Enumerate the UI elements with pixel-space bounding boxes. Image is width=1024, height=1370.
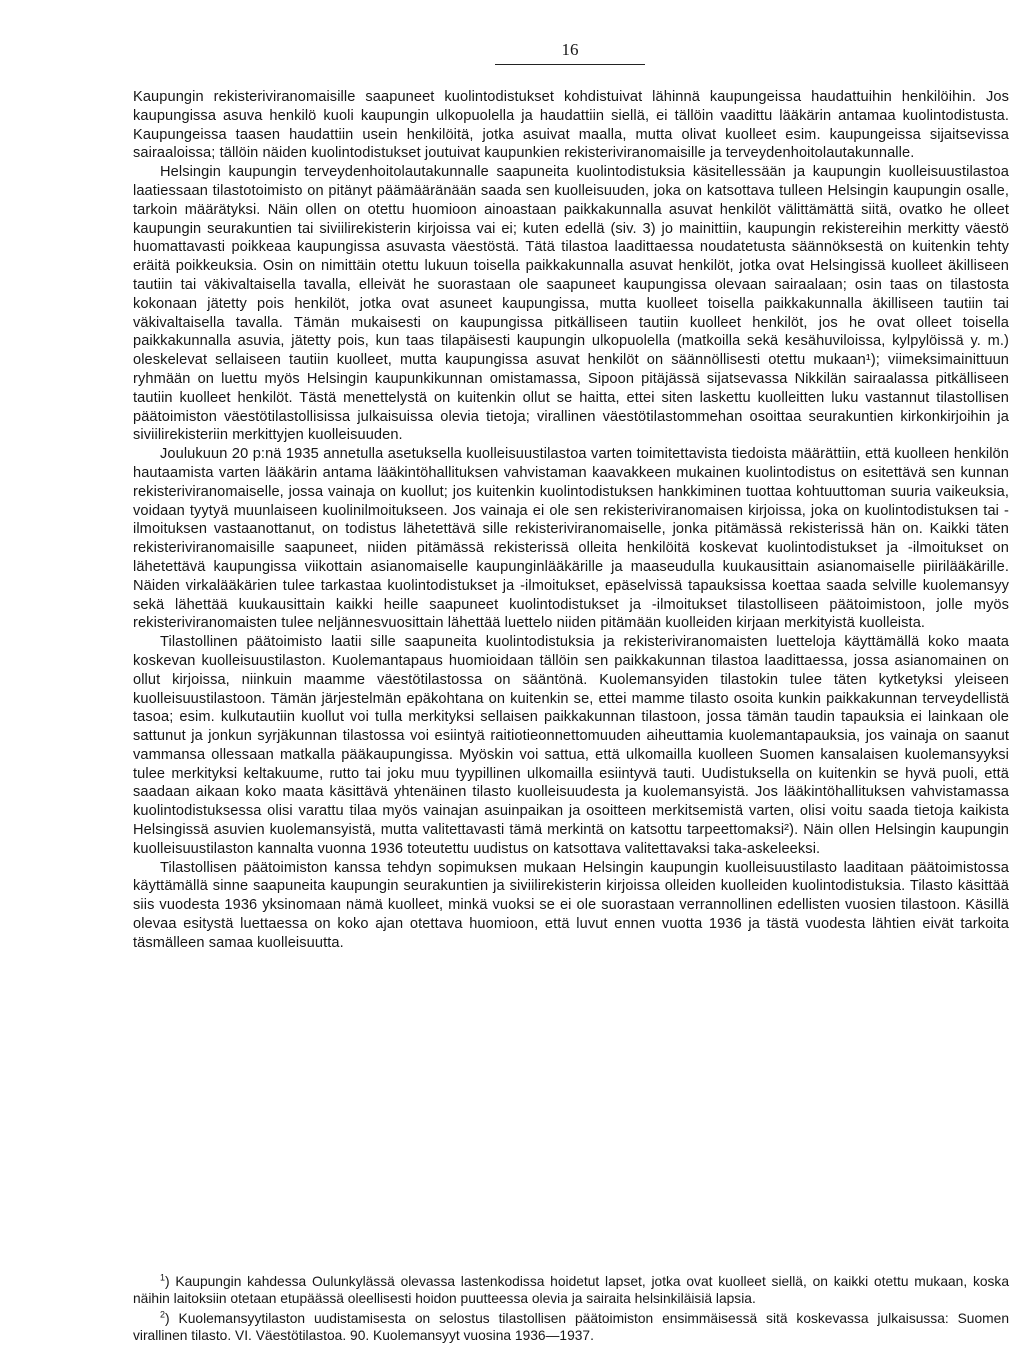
footnote-marker: 1 [160,1272,165,1283]
footnote-2 [133,1311,1009,1344]
footnote-marker-paren: ) [165,1274,170,1289]
footnotes [133,1274,1009,1344]
footnote-1 [133,1274,1009,1307]
footnote-text: Kuolemansyytilaston uudistamisesta on selostus tilastollisen päätoimiston ensimmäisessä sitä koskevassa julkaisussa: Suomen virallinen tilasto. VI. Väestötilastoa. 90. Kuolemansyyt vuosina 1936—1937. [133,1311,1009,1343]
paragraph-3: Joulukuun 20 p:nä 1935 annetulla asetuksella kuolleisuustilastoa varten toimitettavista tiedoista määrättiin, että kuolleen henkilön hautaamista varten lääkärin antama lääkintöhallituksen vahvistaman kaavakkeen mukainen kuolintodistus on esitettävä sen kunnan rekisteriviranomaiselle, jossa vainaja on kuollut; jos kuitenkin kuolintodistuksen hankkiminen tuottaa kohtuuttoman suuria vaikeuksia, voidaan tyytyä muunlaiseen kuolinilmoitukseen. Jos vainaja ei ole sen rekisteriviranomaisen kirjoissa, joka on kuolintodistuksen tai -ilmoituksen vastaanottanut, on todistus lähetettävä sille rekisteriviranomaiselle, jonka pitämässä rekisterissä hän on. Kaikki täten rekisteriviranomaisille saapuneet, niiden pitämässä rekisterissä olleita henkilöitä koskevat kuolintodistukset ja -ilmoitukset on lähetettävä kaupungissa viikottain asianomaiselle kaupunginlääkärille ja maaseudulla kuukausittain asianomaiselle piirilääkärille. Näiden virkalääkärien tulee tarkastaa kuolintodistukset ja -ilmoitukset, epäselvissä tapauksissa koettaa saada selville kuolemansyy sekä lähettää kuukausittain kaikki heille saapuneet kuolintodistukset ja -ilmoitukset tilastolliseen päätoimistoon, jolle myös rekisteriviranomaisten tulee neljännesvuosittain lähettää luettelo niiden pitämään kuolleiden kirjaan merkityistä kuolleista. [133,446,1009,632]
footnote-text: Kaupungin kahdessa Oulunkylässä olevassa lastenkodissa hoidetut lapset, jotka ovat kuolleet siellä, on kaikki otettu mukaan, koska näihin laitoksiin otetaan etupäässä oleellisesti hoidon puutteessa olevia ja sairaita helsinkiläisiä lapsia. [133,1274,1009,1306]
paragraph-5: Tilastollisen päätoimiston kanssa tehdyn sopimuksen mukaan Helsingin kaupungin kuolleisuustilasto laaditaan päätoimistossa käyttämällä sinne saapuneita kaupungin seurakuntien ja siviilirekisterin kirjoissa olleiden kuolleiden kuolintodistuksia. Tilasto käsittää siis vuodesta 1936 yksinomaan nämä kuolleet, minkä vuoksi se ei ole suorastaan verrannollinen edellisten vuosien tilastoon. Käsillä olevaa esitystä luettaessa on koko ajan otettava huomioon, että luvut ennen vuotta 1936 ja tästä vuodesta lähtien eivät tarkoita täsmälleen samaa kuolleisuutta. [133,859,1009,951]
paragraph-1: Kaupungin rekisteriviranomaisille saapuneet kuolintodistukset kohdistuivat lähinnä kaupungeissa haudattuihin henkilöihin. Jos kaupungissa asuva henkilö kuoli kaupungin ulkopuolella ja haudattiin siellä, ei tällöin vaadittu lääkärin antamaa kuolintodistusta. Kaupungeissa taasen haudattiin usein henkilöitä, jotka asuivat maalla, mutta olivat kuolleet esim. kaupungeissa sijaitsevissa sairaaloissa; tällöin näiden kuolintodistukset joutuivat kaupunkien rekisteriviranomaisille ja terveydenhoitolautakunnalle. [133,89,1009,162]
footnote-marker: 2 [160,1309,165,1320]
page-number-rule [495,64,645,65]
page-number: 16 [561,40,579,59]
paragraph-4: Tilastollinen päätoimisto laatii sille saapuneita kuolintodistuksia ja rekisteriviranomaisten luetteloja käyttämällä koko maata koskevan kuolleisuustilaston. Kuolemantapaus huomioidaan tällöin sen paikkakunnan tilastoa laadittaessa, jossa asianomainen on ollut kirjoissa, niinkuin maamme väestötilastossa on sääntönä. Kuolemansyiden tilastokin tulee täten kytketyksi yleiseen kuolleisuustilastoon. Tämän järjestelmän epäkohtana on kuitenkin se, ettei mamme tilasto osoita kunkin paikkakunnan terveydellistä tasoa; esim. kulkutautiin kuollut voi tulla merkityksi sellaisen paikkakunnan tilastoon, jossa tämän taudin tapauksia ei lainkaan ole sattunut ja jonkun syrjäkunnan tilastossa voi esiintyä raitiotieonnettomuuden aiheuttamia kuolemantapauksia, jos vainaja on saanut vammansa ollessaan matkalla pääkaupungissa. Myöskin voi sattua, että ulkomailla kuolleen Suomen kansalaisen kuolemansyyksi tulee merkityksi keltakuume, rutto tai joku muu tyypillinen ulkomailla esiintyvä tauti. Uudistuksella on kuitenkin se hyvä puoli, että saadaan aikaan koko maata käsittävä yhtenäinen tilasto kuolleisuudesta ja kuolemansyistä. Jos lääkintöhallituksen vahvistamassa kuolintodistuksessa olisi varattu tilaa myös vainajan asuinpaikan ja osoitteen merkitsemistä varten, olisi voitu saada tietoja kaikista Helsingissä asuvien kuolemansyistä, mutta valitettavasti tämä merkintä on katsottu tarpeettomaksi²). Näin ollen Helsingin kaupungin kuolleisuustilaston kannalta vuonna 1936 toteutettu uudistus on katsottava valitettavaksi taka-askeleeksi. [133,634,1009,857]
body-text [133,88,1009,953]
paragraph-2: Helsingin kaupungin terveydenhoitolautakunnalle saapuneita kuolintodistuksia käsitellessään ja kaupungin kuolleisuustilastoa laatiessaan tilastotoimisto on pitänyt päämääränään saada sen kuolleisuuden, joka on katsottava tulleen Helsingin kaupungin osalle, tarkoin määrätyksi. Näin ollen on otettu huomioon ainoastaan paikkakunnalla asuvat henkilöt välittämättä siitä, ovatko he olleet kaupungin seurakuntien tai siviilirekisterin kirjoissa vai ei; kuten edellä (siv. 3) jo mainittiin, kaupungin rekistereihin merkitty väestö huomattavasti poikkeaa kaupungissa asuvasta väestöstä. Tätä tilastoa laadittaessa noudatetusta säännöksestä on kuitenkin tehty eräitä poikkeuksia. Osin on nimittäin otettu lukuun toisella paikkakunnalla asuvat henkilöt, jotka ovat Helsingissä kuolleet äkilliseen tautiin tai väkivaltaisella tavalla, elleivät he suorastaan ole saapuneet kaupungissa olevaan sairaalaan; osin taas on tilastosta kokonaan jätetty pois henkilöt, jotka ovat asuneet kaupungissa, mutta kuolleet toisella paikkakunnalla äkilliseen tautiin tai väkivaltaisella tavalla. Tämän mukaisesti on kaupungissa pitkälliseen tautiin kuolleet henkilöt, jos he ovat olleet toisella paikkakunnalla asuvia, jätetty pois, kun taas tilapäisesti kaupungin ulkopuolella (matkoilla sekä kesähuviloissa, kylpylöissä y. m.) oleskelevat sellaiseen tautiin kuolleet, mutta kaupungissa asuvat henkilöt on säännöllisesti otettu mukaan¹); viimeksimainittuun ryhmään on luettu myös Helsingin kaupunkikunnan omistamassa, Sipoon pitäjässä sijatsevassa Nikkilän sairaalassa pitkälliseen tautiin kuolleet henkilöt. Tästä menettelystä on kuitenkin ollut se haitta, ettei siten laskettu kuolleitten luku vastannut tilastollisen päätoimiston väestötilastollisissa julkaisuissa olevia tietoja; virallinen väestötilastommehan osoittaa seurakuntien kirkonkirjoihin ja siviilirekisteriin merkittyjen kuolleisuuden. [133,164,1009,444]
footnote-marker-paren: ) [165,1311,170,1327]
